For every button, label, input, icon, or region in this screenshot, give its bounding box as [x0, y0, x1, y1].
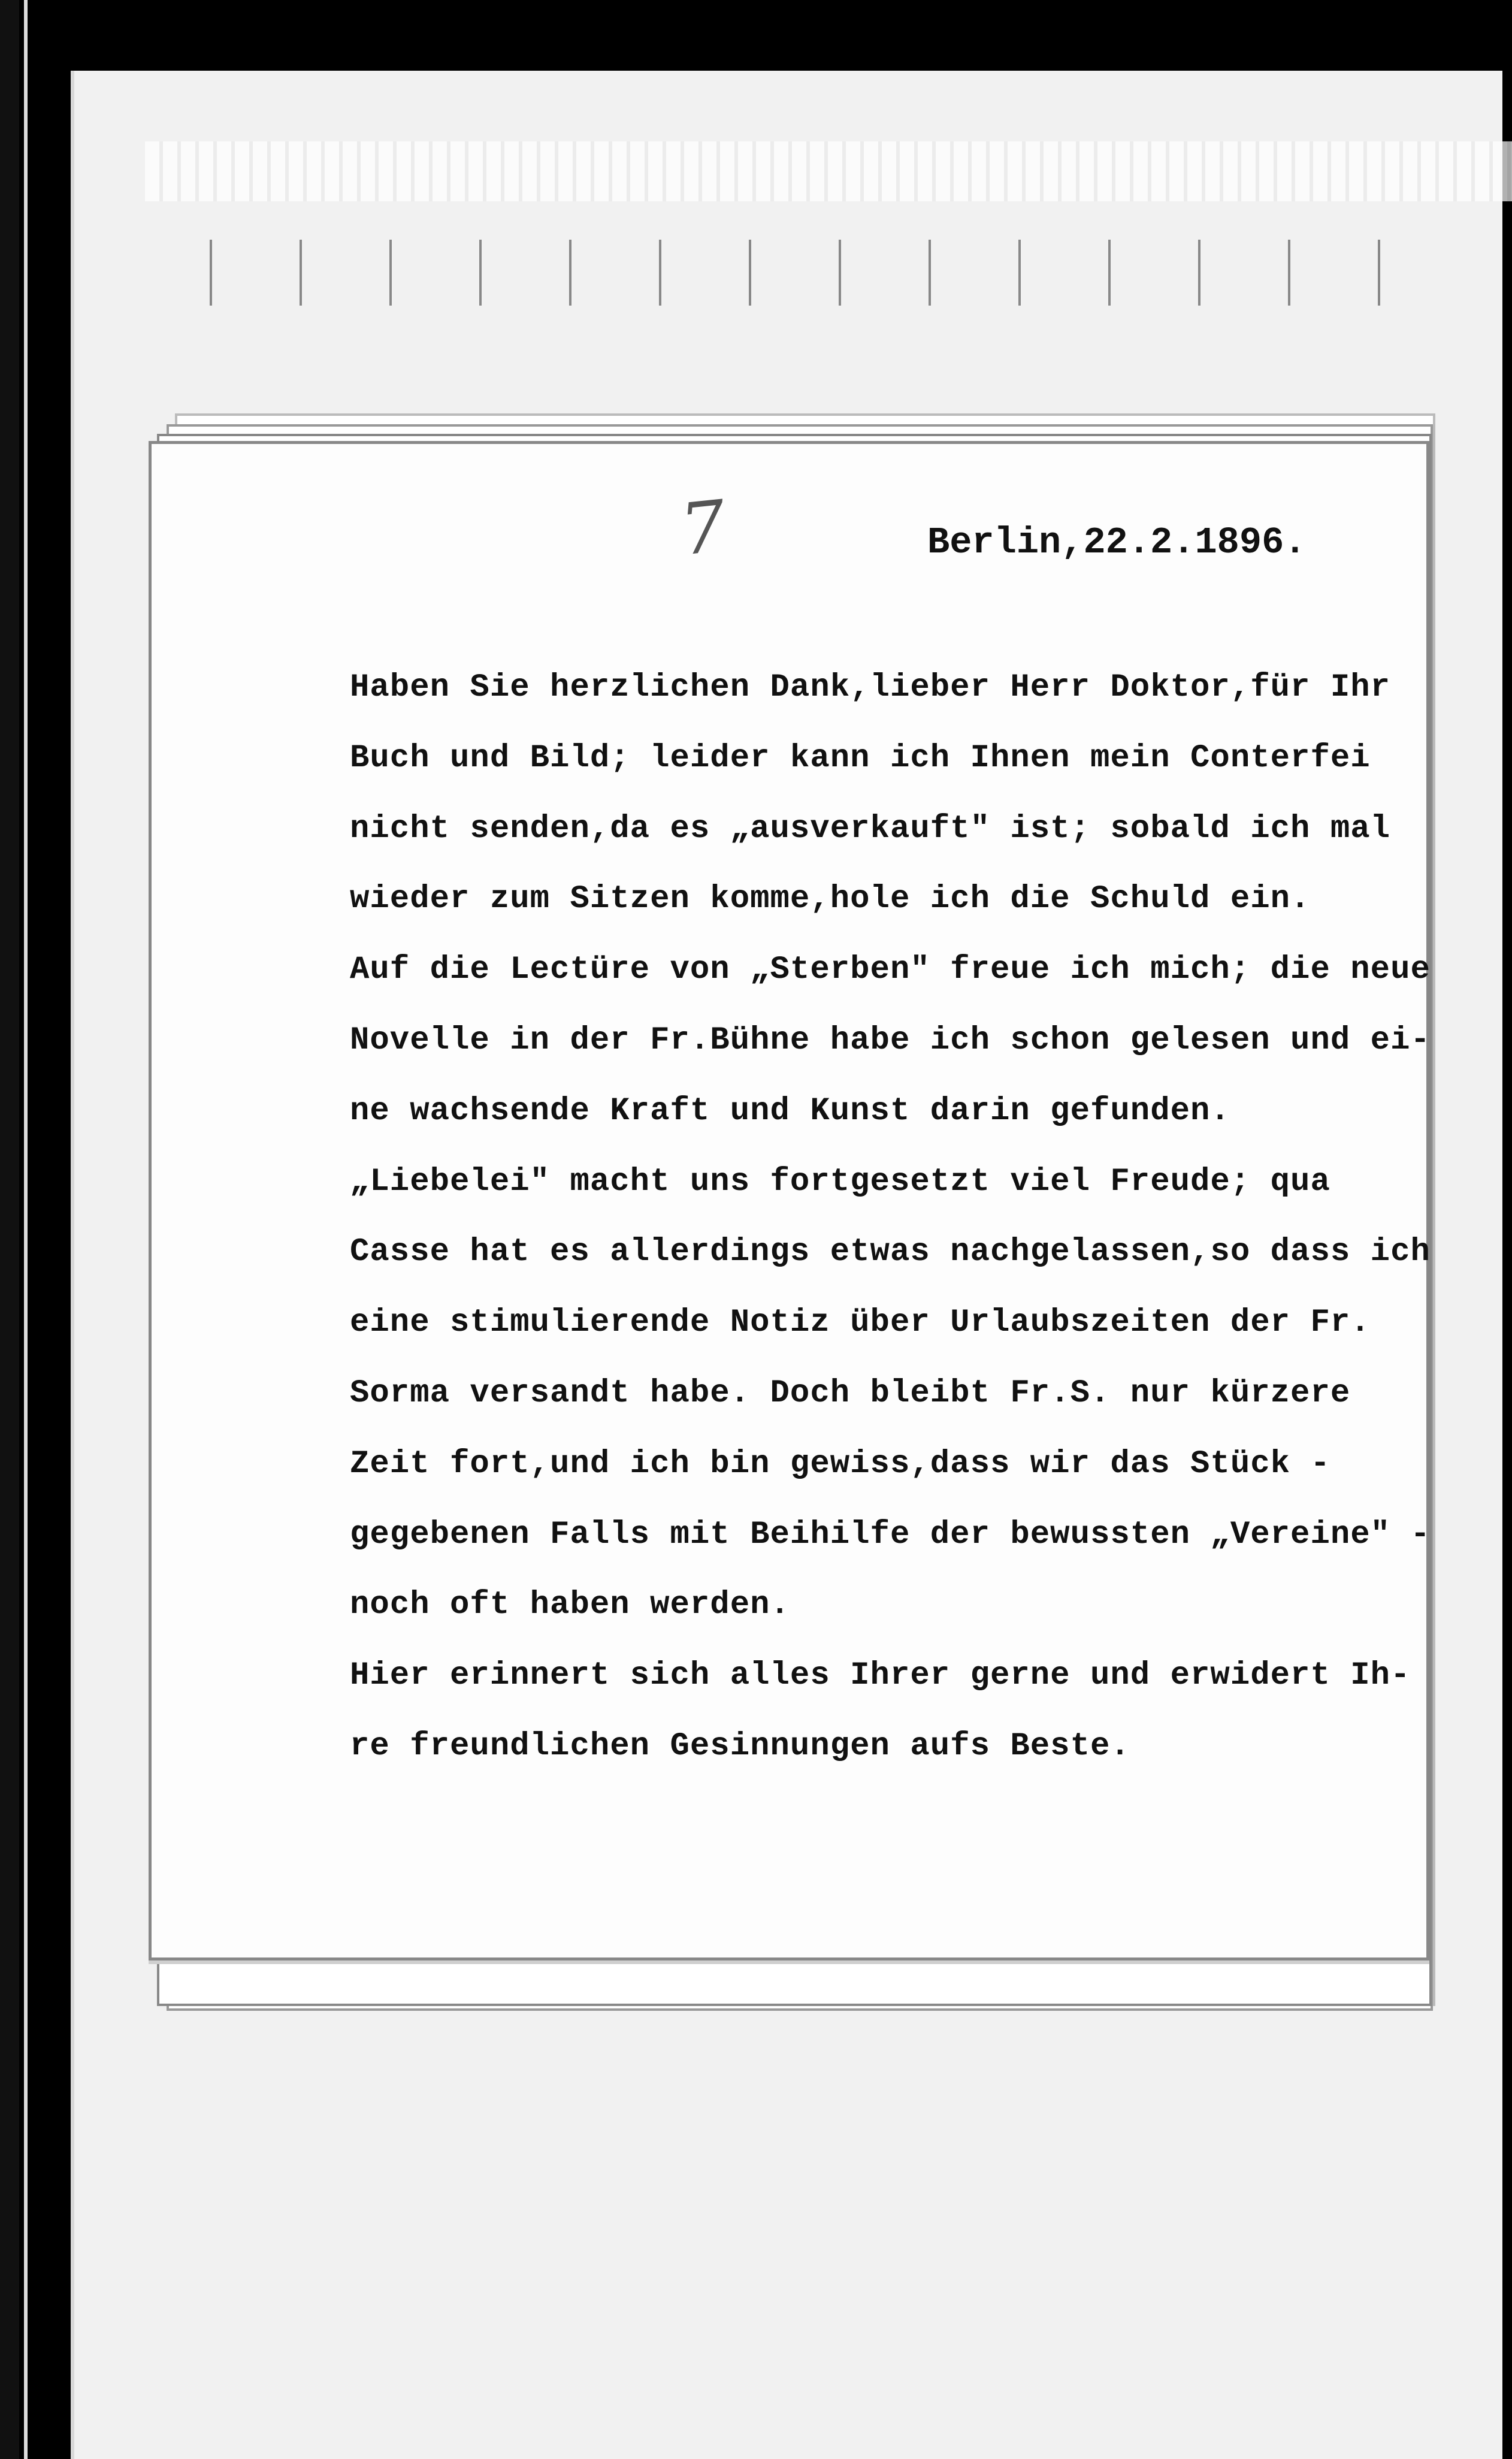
letter-line: ne wachsende Kraft und Kunst darin gefunden. — [350, 1092, 1230, 1129]
letter-line: Casse hat es allerdings etwas nachgelassen,so dass ich — [350, 1234, 1431, 1271]
letter-line: Buch und Bild; leider kann ich Ihnen mein Conterfei — [350, 739, 1371, 777]
letter-line: Hier erinnert sich alles Ihrer gerne und erwidert Ih- — [350, 1657, 1411, 1694]
letter-line: „Liebelei" macht uns fortgesetzt viel Freude; qua — [350, 1163, 1330, 1200]
letter-body — [350, 665, 1431, 1795]
binding-marks — [168, 240, 1396, 306]
letter-line: eine stimulierende Notiz über Urlaubszeiten der Fr. — [350, 1304, 1371, 1342]
letter-line: re freundlichen Gesinnungen aufs Beste. — [350, 1727, 1130, 1765]
letter-date: Berlin,22.2.1896. — [927, 521, 1307, 564]
letter-line: gegebenen Falls mit Beihilfe der bewussten „Vereine" - — [350, 1516, 1431, 1553]
scan-left-edge-line — [24, 0, 28, 2459]
letter-line: Haben Sie herzlichen Dank,lieber Herr Doktor,für Ihr — [350, 669, 1391, 706]
letter-line: Novelle in der Fr.Bühne habe ich schon gelesen und ei- — [350, 1022, 1431, 1059]
folio-number: 7 — [676, 484, 730, 572]
letter-line: noch oft haben werden. — [350, 1587, 790, 1624]
letter-line: Sorma versandt habe. Doch bleibt Fr.S. nur kürzere — [350, 1374, 1351, 1412]
scan-left-edge — [0, 0, 19, 2459]
backing-torn-edge — [145, 141, 1512, 201]
letter-line: wieder zum Sitzen komme,hole ich die Schuld ein. — [350, 881, 1311, 918]
letter-line: nicht senden,da es „ausverkauft" ist; sobald ich mal — [350, 810, 1391, 847]
letter-line: Zeit fort,und ich bin gewiss,dass wir das Stück - — [350, 1445, 1330, 1482]
letter-line: Auf die Lectüre von „Sterben" freue ich mich; die neue — [350, 951, 1431, 989]
